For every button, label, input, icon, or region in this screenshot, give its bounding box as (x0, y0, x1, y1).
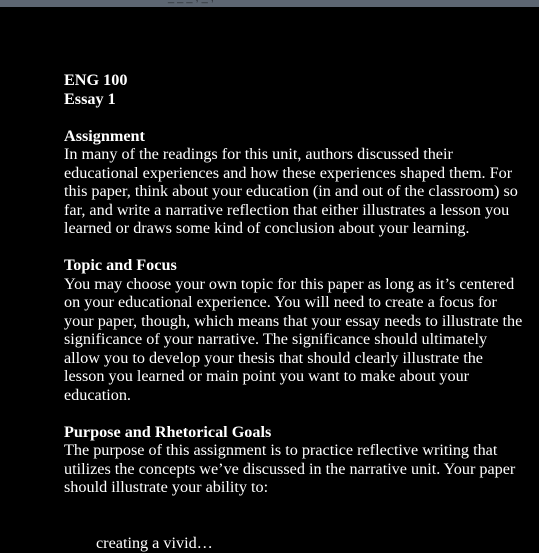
cut-off-list-item: creating a vivid… (96, 534, 213, 552)
window-top-bar (0, 0, 539, 7)
essay-title: Essay 1 (64, 89, 116, 108)
section-heading-topic-and-focus: Topic and Focus (64, 256, 177, 274)
section-heading-assignment: Assignment (64, 126, 145, 145)
section-heading-purpose: Purpose and Rhetorical Goals (64, 422, 272, 441)
section-body-assignment: In many of the readings for this unit, authors discussed their educational experiences and how these experiences shaped them. For this paper, think about your education (in and out of the classroom) so far, and write a narrative reflection that either illustrates a lesson you learned or draws some kind of conclusion about your learning. (64, 145, 518, 237)
section-body-topic-and-focus: You may choose your own topic for this paper as long as it’s centered on your educational experience. You will need to create a focus for your paper, though, which means that your essay needs to illustrate the significance of your narrative. The significance should ultimately allow you to develop your thesis that should clearly illustrate the lesson you learned or main point you want to make about your education. (64, 274, 523, 404)
section-body-purpose: The purpose of this assignment is to practice reflective writing that utilizes the concepts we’ve discussed in the narrative unit. Your paper should illustrate your ability to: (64, 441, 516, 496)
document-page (64, 71, 524, 497)
course-title: ENG 100 (64, 71, 128, 89)
top-bar-title (168, 0, 214, 4)
